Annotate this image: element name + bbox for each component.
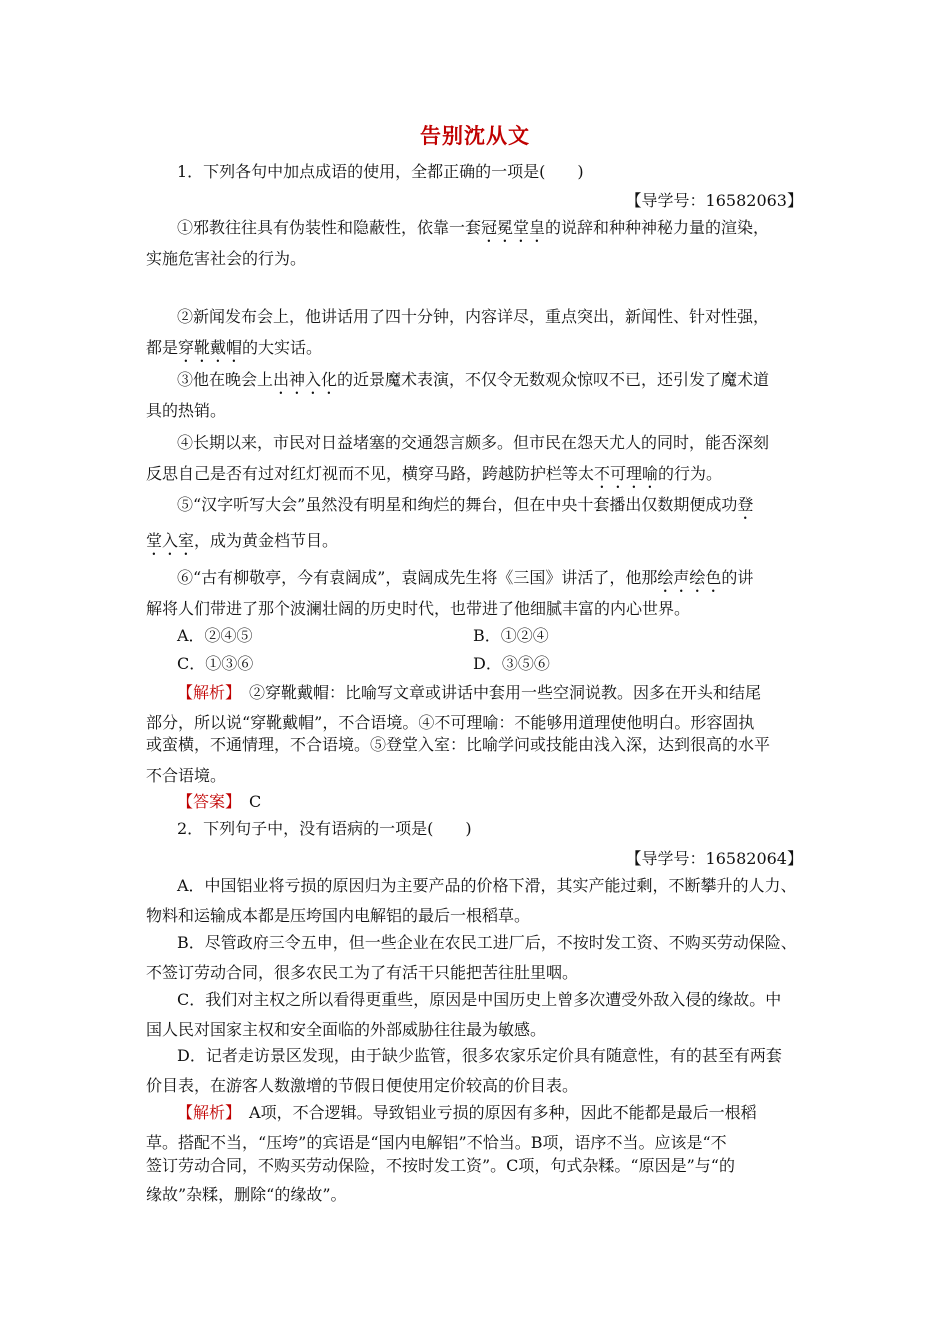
q2-analysis-line-4: 缘故”杂糅，删除“的缘故”。 [146, 1185, 347, 1204]
q1-sentence-3-line-2: 具的热销。 [146, 401, 227, 420]
q1-sentence-2-line-1: ②新闻发布会上，他讲话用了四十分钟，内容详尽，重点突出，新闻性、针对性强， [177, 307, 770, 326]
q1-sentence-4-line-1: ④长期以来，市民对日益堵塞的交通怨言颇多。但市民在怨天尤人的同时，能否深刻 [177, 433, 770, 452]
q2-option-d-line-2: 价目表，在游客人数激增的节假日便使用定价较高的价目表。 [146, 1076, 579, 1095]
q1-option-b: B．①②④ [473, 626, 549, 645]
q1-option-a: A．②④⑤ [177, 626, 253, 645]
page-title: 告别沈从文 [420, 124, 530, 148]
q2-option-b-line-1: B．尽管政府三令五申，但一些企业在农民工进厂后，不按时发工资、不购买劳动保险、 [177, 933, 797, 952]
q1-analysis-line-3: 或蛮横，不通情理，不合语境。⑤登堂入室：比喻学问或技能由浅入深，达到很高的水平 [146, 735, 771, 754]
q2-option-a-line-1: A．中国铝业将亏损的原因归为主要产品的价格下滑，其实产能过剩，不断攀升的人力、 [177, 876, 797, 895]
q1-option-d: D．③⑤⑥ [473, 654, 550, 673]
dotted-idiom: 穿靴戴帽 [178, 338, 243, 357]
analysis-label: 【解析】 [177, 683, 234, 702]
q2-analysis-line-3: 签订劳动合同，不购买劳动保险，不按时发工资”。C项，句式杂糅。“原因是”与“的 [146, 1156, 735, 1175]
dotted-idiom: 堂入室 [146, 531, 195, 550]
q1-analysis-line-2: 部分，所以说“穿靴戴帽”，不合语境。④不可理喻：不能够用道理使他明白。形容固执 [146, 713, 755, 732]
q1-sentence-5-line-1: ⑤“汉字听写大会”虽然没有明星和绚烂的舞台，但在中央十套播出仅数期便成功登 [177, 495, 754, 514]
q1-sentence-1-line-2: 实施危害社会的行为。 [146, 249, 307, 268]
q2-stem: 2．下列句子中，没有语病的一项是( ) [177, 819, 472, 838]
q2-option-c-line-1: C．我们对主权之所以看得更重些，原因是中国历史上曾多次遭受外敌入侵的缘故。中 [177, 990, 782, 1009]
q1-sentence-6-line-2: 解将人们带进了那个波澜壮阔的历史时代，也带进了他细腻丰富的内心世界。 [146, 599, 691, 618]
q2-option-c-line-2: 国人民对国家主权和安全面临的外部威胁往往最为敏感。 [146, 1020, 547, 1039]
q2-option-a-line-2: 物料和运输成本都是压垮国内电解铝的最后一根稻草。 [146, 906, 531, 925]
q1-sentence-1-line-1: ①邪教往往具有伪装性和隐蔽性，依靠一套冠冕堂皇的说辞和种种神秘力量的渲染， [177, 218, 770, 237]
dotted-idiom: 冠冕堂皇 [481, 218, 546, 237]
answer-label: 【答案】 [177, 792, 234, 811]
dotted-idiom: 登 [737, 495, 754, 514]
q1-answer: 【答案】 C [177, 792, 262, 811]
q2-option-b-line-2: 不签订劳动合同，很多农民工为了有活干只能把苦往肚里咽。 [146, 963, 579, 982]
q1-sentence-3-line-1: ③他在晚会上出神入化的近景魔术表演，不仅令无数观众惊叹不已，还引发了魔术道 [177, 370, 770, 389]
q1-guide-number: 【导学号：16582063】 [625, 191, 803, 210]
q2-option-d-line-1: D．记者走访景区发现，由于缺少监管，很多农家乐定价具有随意性，有的甚至有两套 [177, 1046, 782, 1065]
q1-analysis-line-1: 【解析】 ②穿靴戴帽：比喻写文章或讲话中套用一些空洞说教。因多在开头和结尾 [177, 683, 762, 702]
analysis-label: 【解析】 [177, 1103, 234, 1122]
q1-sentence-2-line-2: 都是穿靴戴帽的大实话。 [146, 338, 323, 357]
q1-stem: 1．下列各句中加点成语的使用，全都正确的一项是( ) [177, 162, 584, 181]
q2-guide-number: 【导学号：16582064】 [625, 849, 803, 868]
q1-analysis-line-4: 不合语境。 [146, 766, 227, 785]
q1-sentence-6-line-1: ⑥“古有柳敬亭，今有袁阔成”，袁阔成先生将《三国》讲活了，他那绘声绘色的讲 [177, 568, 754, 587]
dotted-idiom: 绘声绘色 [657, 568, 722, 587]
q1-sentence-5-line-2: 堂入室，成为黄金档节目。 [146, 531, 339, 550]
dotted-idiom: 出神入化 [273, 370, 338, 389]
q1-sentence-4-line-2: 反思自己是否有过对红灯视而不见，横穿马路，跨越防护栏等太不可理喻的行为。 [146, 464, 723, 483]
q1-option-c: C．①③⑥ [177, 654, 254, 673]
dotted-idiom: 不可理喻 [594, 464, 659, 483]
q2-analysis-line-1: 【解析】 A项，不合逻辑。导致铝业亏损的原因有多种，因此不能都是最后一根稻 [177, 1103, 757, 1122]
q2-analysis-line-2: 草。搭配不当，“压垮”的宾语是“国内电解铝”不恰当。B项，语序不当。应该是“不 [146, 1133, 727, 1152]
